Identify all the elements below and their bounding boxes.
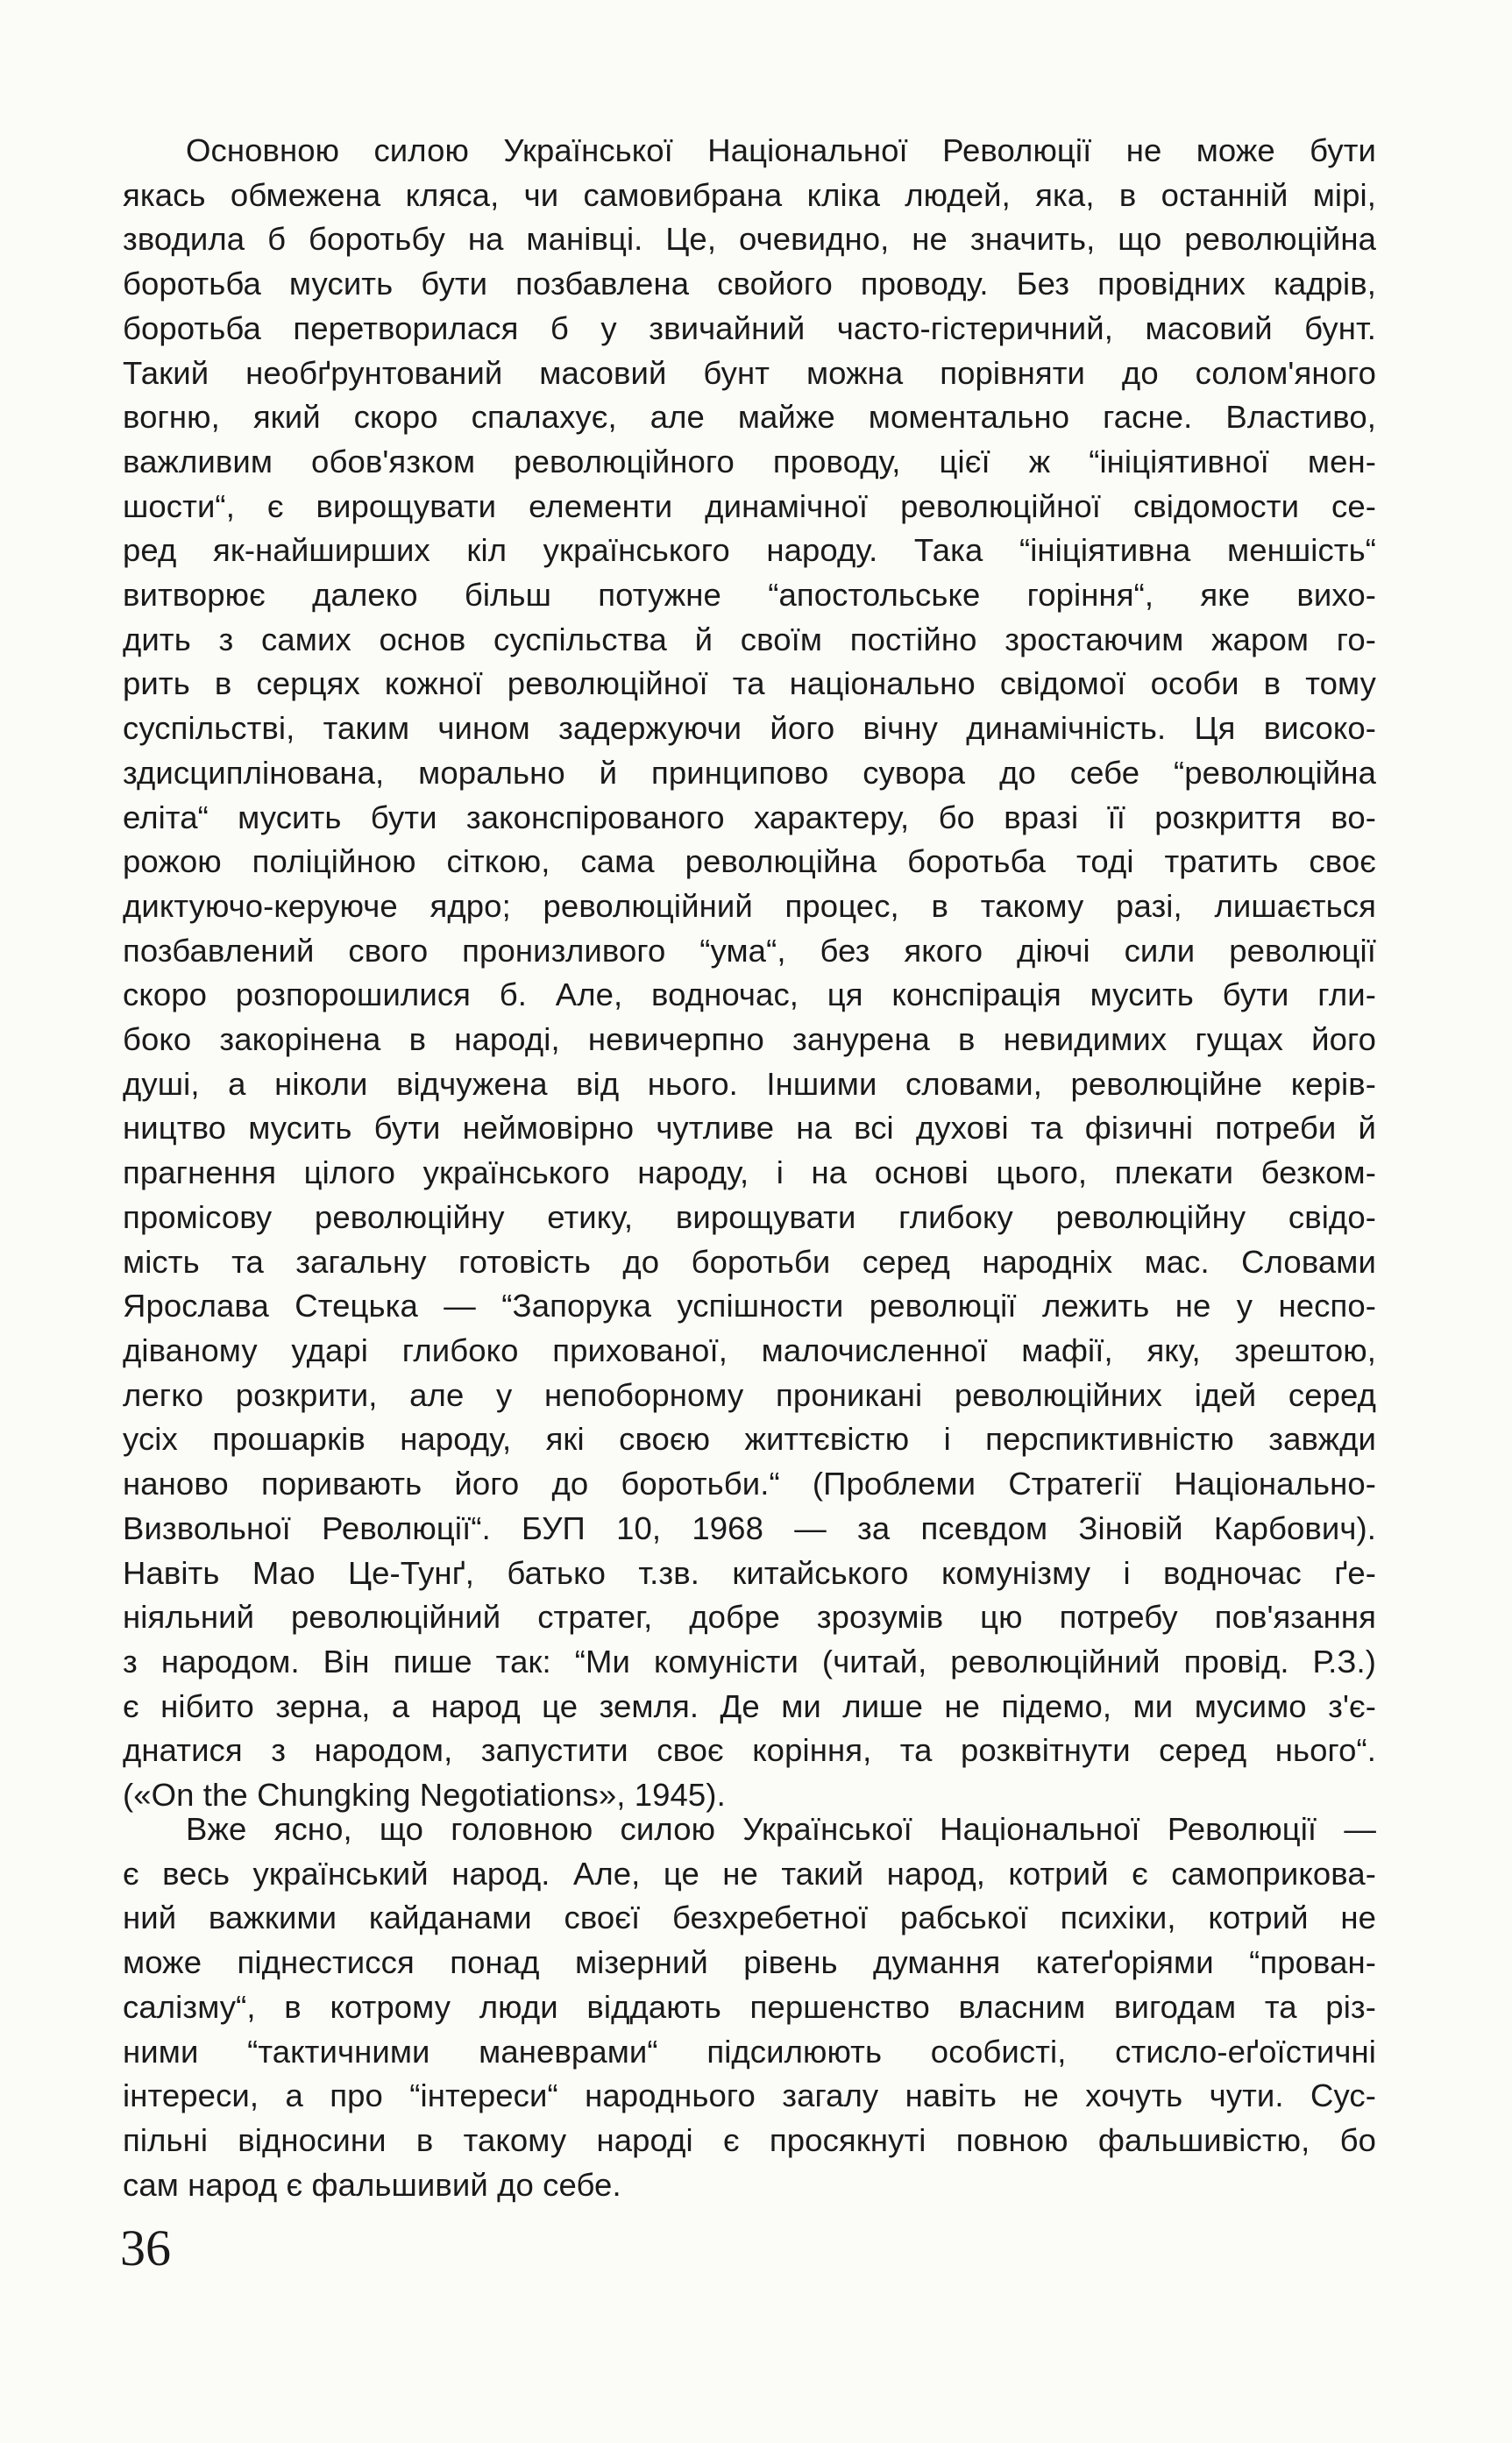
text-line: шости“, є вирощувати елементи динамічної революційної свідомости се- [123, 487, 1376, 524]
text-line: промісову революційну етику, вирощувати глибоку революційну свідо- [123, 1198, 1376, 1235]
text-line: дить з самих основ суспільства й своїм постійно зростаючим жаром го- [123, 621, 1376, 657]
text-line: якась обмежена кляса, чи самовибрана кліка людей, яка, в останній мірі, [123, 176, 1376, 213]
text-line: ніяльний революційний стратег, добре зрозумів цю потребу пов'язання [123, 1599, 1376, 1636]
text-line: сам народ є фальшивий до себе. [123, 2166, 621, 2203]
text-line: усіх прошарків народу, які своєю життєвістю і перспиктивністю завжди [123, 1421, 1376, 1458]
text-line: скоро розпорошилися б. Але, водночас, ця конспірація мусить бути гли- [123, 976, 1376, 1013]
text-line: днатися з народом, запустити своє коріння, та розквітнути серед нього“. [123, 1732, 1376, 1769]
text-line: інтереси, а про “інтереси“ народнього загалу навіть не хочуть чути. Сус- [123, 2077, 1376, 2114]
text-line: витворює далеко більш потужне “апостольське горіння“, яке вихо- [123, 577, 1376, 614]
text-line: ними “тактичними маневрами“ підсилюють особисті, стисло-еґоїстичні [123, 2033, 1376, 2070]
text-line: Такий необґрунтований масовий бунт можна порівняти до солом'яного [123, 354, 1376, 391]
text-line: легко розкрити, але у непоборному проникані революційних ідей серед [123, 1376, 1376, 1413]
text-line: з народом. Він пише так: “Ми комуністи (читай, революційний провід. Р.З.) [123, 1643, 1376, 1680]
page-number: 36 [120, 2219, 171, 2276]
text-line: вогню, який скоро спалахує, але майже моментально гасне. Властиво, [123, 399, 1376, 436]
text-line: прагнення цілого українського народу, і на основі цього, плекати безком- [123, 1154, 1376, 1191]
text-line: наново поривають його до боротьби.“ (Проблеми Стратегії Національно- [123, 1466, 1376, 1502]
text-line: здисциплінована, морально й принципово сувора до себе “революційна [123, 754, 1376, 791]
text-line: пільні відносини в такому народі є просякнуті повною фальшивістю, бо [123, 2121, 1376, 2158]
text-line: позбавлений свого пронизливого “ума“, без якого діючі сили революції [123, 932, 1376, 969]
text-line: боко закорінена в народі, невичерпно занурена в невидимих гущах його [123, 1021, 1376, 1058]
text-line: диктуючо-керуюче ядро; революційний процес, в такому разі, лишається [123, 887, 1376, 924]
paragraph-2 [123, 1807, 1376, 2207]
text-line: душі, а ніколи відчужена від нього. Іншими словами, революційне керів- [123, 1065, 1376, 1102]
text-line: салізму“, в котрому люди віддають першенство власним вигодам та різ- [123, 1988, 1376, 2025]
text-line: боротьба мусить бути позбавлена свойого проводу. Без провідних кадрів, [123, 266, 1376, 302]
text-line: мість та загальну готовість до боротьби серед народніх мас. Словами [123, 1243, 1376, 1280]
paragraph-1 [123, 129, 1376, 1818]
text-line: еліта“ мусить бути законспірованого характеру, бо вразі її розкриття во- [123, 799, 1376, 835]
text-line: Ярослава Стецька — “Запорука успішности революції лежить не у неспо- [123, 1288, 1376, 1324]
text-line: ред як-найширших кіл українського народу. Така “ініціятивна меншість“ [123, 532, 1376, 569]
text-line: діваному ударі глибоко прихованої, малочисленної мафії, яку, зрештою, [123, 1332, 1376, 1368]
text-line: є нібито зерна, а народ це земля. Де ми лише не підемо, ми мусимо з'є- [123, 1687, 1376, 1724]
text-line: ництво мусить бути неймовірно чутливе на всі духові та фізичні потреби й [123, 1110, 1376, 1147]
text-line: важливим обов'язком революційного проводу, цієї ж “ініціятивної мен- [123, 443, 1376, 479]
text-line: зводила б боротьбу на манівці. Це, очевидно, не значить, що революційна [123, 221, 1376, 258]
text-line: рожою поліційною сіткою, сама революційна боротьба тоді тратить своє [123, 843, 1376, 880]
text-line: Вже ясно, що головною силою Української Національної Революції — [186, 1811, 1376, 1847]
text-line: («On the Chungking Negotiations», 1945). [123, 1777, 726, 1814]
text-line: Основною силою Української Національної Революції не може бути [186, 132, 1376, 168]
text-line: суспільстві, таким чином задержуючи його вічну динамічність. Ця високо- [123, 710, 1376, 747]
text-line: може піднестисся понад мізерний рівень думання катеґоріями “прован- [123, 1944, 1376, 1981]
text-line: Навіть Мао Це-Тунґ, батько т.зв. китайського комунізму і водночас ґе- [123, 1554, 1376, 1591]
text-line: рить в серцях кожної революційної та національно свідомої особи в тому [123, 665, 1376, 702]
text-line: Визвольної Революції“. БУП 10, 1968 — за псевдом Зіновій Карбович). [123, 1509, 1376, 1546]
text-line: боротьба перетворилася б у звичайний часто-гістеричний, масовий бунт. [123, 309, 1376, 346]
text-line: ний важкими кайданами своєї безхребетної рабської психіки, котрий не [123, 1900, 1376, 1936]
text-line: є весь український народ. Але, це не такий народ, котрий є самоприкова- [123, 1855, 1376, 1892]
